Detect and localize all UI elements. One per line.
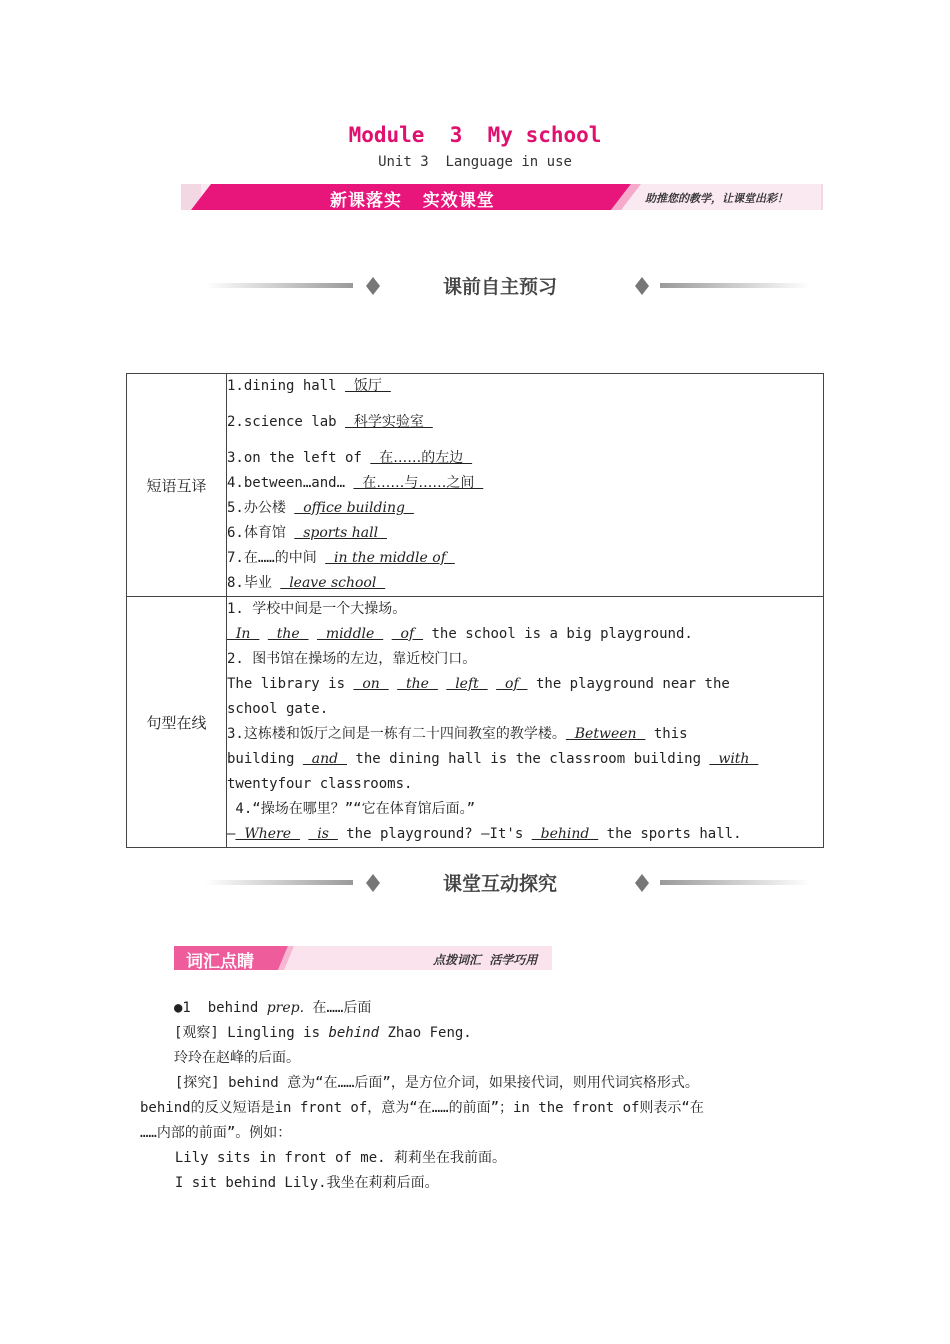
explore-line: behind的反义短语是in front of，意为“在……的前面”；in the front of则表示“在	[140, 1100, 704, 1116]
observe-line: [观察] Lingling is behind Zhao Feng.	[174, 1025, 472, 1041]
phrases-cell	[227, 374, 824, 597]
sentence-2-en: The library is on the left of the playground near the	[227, 676, 730, 692]
sentence-3-en: building and the dining hall is the classroom building with	[227, 751, 759, 767]
phrase-item: 1.dining hall 饭厅	[227, 378, 391, 394]
banner-title: 新课落实 实效课堂	[330, 191, 495, 211]
sentences-cell	[227, 597, 824, 848]
word-entry: ●1 behind prep. 在……后面	[174, 1000, 372, 1016]
phrases-label: 短语互译	[127, 374, 227, 597]
vocab-explanation	[140, 996, 830, 1196]
sentence-2-cn: 2. 图书馆在操场的左边，靠近校门口。	[227, 651, 477, 667]
phrase-item: 2.science lab 科学实验室	[227, 414, 433, 430]
sentence-3-cn: 3.这栋楼和饭厅之间是一栋有二十四间教室的教学楼。 Between this	[227, 726, 688, 742]
sentences-label: 句型在线	[127, 597, 227, 848]
module-title: Module 3 My school	[348, 123, 602, 147]
explore-line: ……内部的前面”。例如：	[140, 1125, 292, 1141]
sentence-4-en: — Where is the playground? —It's behind the sports hall.	[227, 826, 742, 842]
phrase-item: 5.办公楼 office building	[227, 500, 414, 516]
sentence-4-cn: 4.“操场在哪里？”“它在体育馆后面。”	[227, 801, 476, 817]
interaction-section-title: 课堂互动探究	[443, 873, 558, 895]
preview-section-title: 课前自主预习	[443, 276, 558, 298]
phrase-item: 8.毕业 leave school	[227, 575, 386, 591]
sentence-1-en: In the middle of the school is a big playground.	[227, 626, 693, 642]
sentence-2-en-end: school gate.	[227, 701, 329, 717]
phrase-item: 3.on the left of 在……的左边	[227, 450, 473, 466]
exercise-table	[126, 373, 824, 848]
phrase-item: 7.在……的中间 in the middle of	[227, 550, 455, 566]
example-line: Lily sits in front of me. 莉莉坐在我前面。	[158, 1150, 507, 1166]
observe-translation: 玲玲在赵峰的后面。	[174, 1050, 300, 1066]
sentence-3-en-end: twentyfour classrooms.	[227, 776, 413, 792]
sentence-1-cn: 1. 学校中间是一个大操场。	[227, 601, 407, 617]
phrase-item: 6.体育馆 sports hall	[227, 525, 387, 541]
unit-subtitle: Unit 3 Language in use	[378, 154, 572, 170]
banner-slogan: 助推您的教学，让课堂出彩！	[645, 192, 788, 205]
example-line: I sit behind Lily.我坐在莉莉后面。	[158, 1175, 439, 1191]
phrase-item: 4.between…and… 在……与……之间	[227, 475, 484, 491]
vocab-slogan: 点拨词汇 活学巧用	[433, 953, 538, 967]
explore-line: [探究] behind 意为“在……后面”，是方位介词，如果接代词，则用代词宾格形式。	[158, 1075, 699, 1091]
vocab-label: 词汇点睛	[186, 952, 254, 972]
